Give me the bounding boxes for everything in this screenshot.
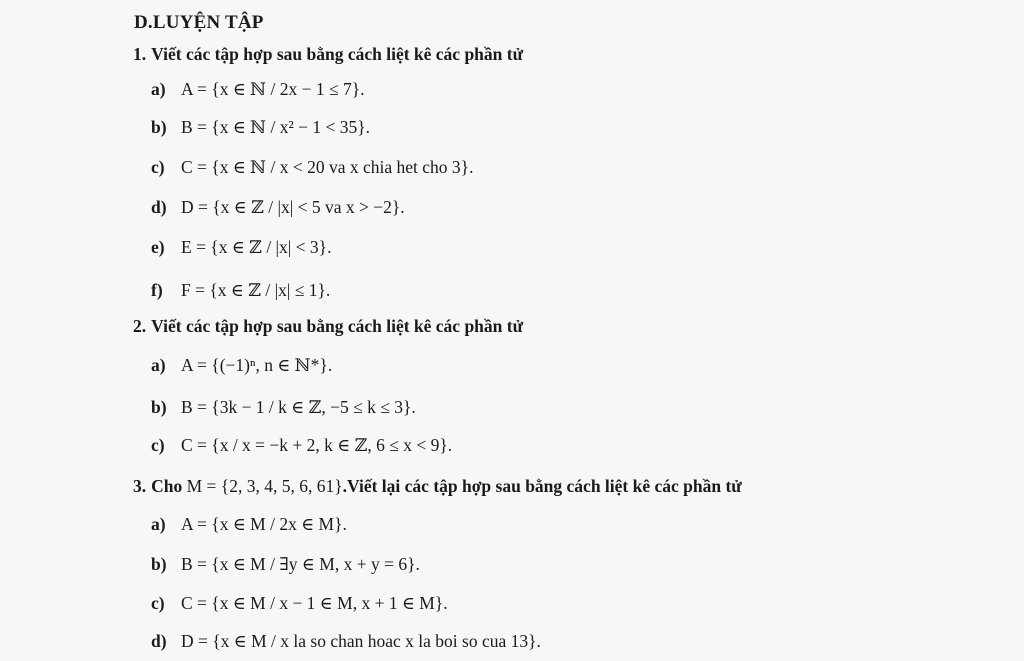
item-expression: A = {x ∈ ℕ / 2x − 1 ≤ 7}. [181, 79, 365, 99]
exercise-text-suffix: .Viết lại các tập hợp sau bằng cách liệt kê các phần tử [342, 476, 742, 496]
exercise-1-item-c [151, 157, 473, 178]
page-title: D.LUYỆN TẬP [134, 12, 264, 33]
item-expression: D = {x ∈ ℤ / |x| < 5 va x > −2}. [181, 197, 405, 217]
item-label: d) [151, 197, 167, 217]
item-label: e) [151, 237, 165, 257]
item-expression: B = {x ∈ ℕ / x² − 1 < 35}. [181, 117, 371, 137]
exercise-3-item-a [151, 514, 347, 535]
item-label: a) [151, 514, 166, 534]
exercise-1-title [133, 44, 523, 65]
item-expression: E = {x ∈ ℤ / |x| < 3}. [181, 237, 332, 257]
item-expression: A = {x ∈ M / 2x ∈ M}. [181, 514, 347, 534]
exercise-2-title [133, 316, 523, 337]
item-expression: A = {(−1)ⁿ, n ∈ ℕ*}. [181, 355, 333, 375]
item-expression: B = {3k − 1 / k ∈ ℤ, −5 ≤ k ≤ 3}. [181, 397, 416, 417]
item-expression: B = {x ∈ M / ∃y ∈ M, x + y = 6}. [181, 554, 420, 574]
exercise-text: Viết các tập hợp sau bằng cách liệt kê các phần tử [151, 316, 524, 336]
item-expression: D = {x ∈ M / x la so chan hoac x la boi so cua 13}. [181, 631, 541, 651]
item-label: b) [151, 554, 167, 574]
exercise-3-title [133, 476, 742, 497]
exercise-1-item-e [151, 237, 331, 258]
item-label: c) [151, 593, 165, 613]
exercise-1-item-d [151, 197, 405, 218]
item-expression: C = {x ∈ ℕ / x < 20 va x chia het cho 3}. [181, 157, 474, 177]
item-expression: C = {x ∈ M / x − 1 ∈ M, x + 1 ∈ M}. [181, 593, 448, 613]
exercise-3-item-d [151, 631, 541, 652]
exercise-text-prefix: Cho [151, 476, 183, 496]
item-label: a) [151, 79, 166, 99]
set-m-definition: M = {2, 3, 4, 5, 6, 61} [186, 476, 343, 496]
item-expression: F = {x ∈ ℤ / |x| ≤ 1}. [181, 280, 331, 300]
item-label: c) [151, 157, 165, 177]
exercise-number: 1. [133, 44, 147, 64]
item-label: f) [151, 280, 163, 300]
exercise-text: Viết các tập hợp sau bằng cách liệt kê các phần tử [151, 44, 524, 64]
exercise-number: 3. [133, 476, 147, 496]
exercise-2-item-c [151, 435, 452, 456]
exercise-2-item-b [151, 397, 416, 418]
exercise-1-item-f [151, 280, 330, 301]
item-label: b) [151, 117, 167, 137]
item-label: a) [151, 355, 166, 375]
exercise-number: 2. [133, 316, 147, 336]
exercise-3-item-c [151, 593, 448, 614]
item-label: b) [151, 397, 167, 417]
item-label: c) [151, 435, 165, 455]
item-expression: C = {x / x = −k + 2, k ∈ ℤ, 6 ≤ x < 9}. [181, 435, 453, 455]
exercise-2-item-a [151, 355, 332, 376]
item-label: d) [151, 631, 167, 651]
exercise-1-item-b [151, 117, 370, 138]
exercise-3-item-b [151, 554, 420, 575]
exercise-1-item-a [151, 79, 365, 100]
